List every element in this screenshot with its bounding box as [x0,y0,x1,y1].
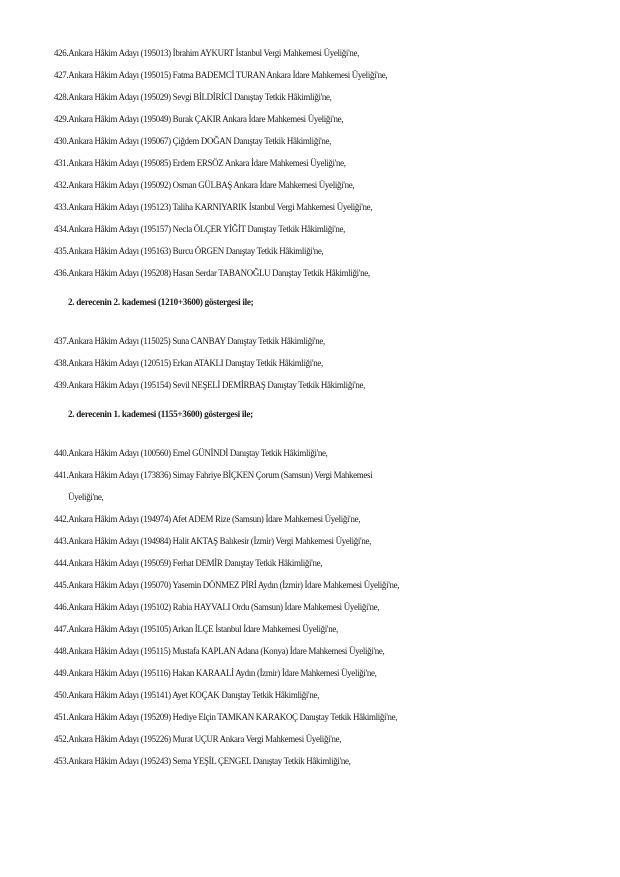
list-item: 452.Ankara Hâkim Adayı (195226) Murat UÇUR Ankara Vergi Mahkemesi Üyeliği'ne, [54,734,342,745]
list-item: 443.Ankara Hâkim Adayı (194984) Halit AKTAŞ Balıkesir (İzmir) Vergi Mahkemesi Üyeliği'ne, [54,536,372,547]
list-item: 431.Ankara Hâkim Adayı (195085) Erdem ERSÖZ Ankara İdare Mahkemesi Üyeliği'ne, [54,158,346,169]
section-heading: 2. derecenin 2. kademesi (1210+3600) göstergesi ile; [68,297,254,308]
list-item: 437.Ankara Hâkim Adayı (115025) Suna CANBAY Danıştay Tetkik Hâkimliği'ne, [54,336,325,347]
list-item: 447.Ankara Hâkim Adayı (195105) Arkan İLÇE İstanbul İdare Mahkemesi Üyeliği'ne, [54,624,338,635]
list-item: 427.Ankara Hâkim Adayı (195015) Fatma BADEMCİ TURAN Ankara İdare Mahkemesi Üyeliği'ne, [54,70,388,81]
list-item: 445.Ankara Hâkim Adayı (195070) Yasemin DÖNMEZ PİRİ Aydın (İzmir) İdare Mahkemesi Üyeliği'ne, [54,580,400,591]
list-item: 442.Ankara Hâkim Adayı (194974) Afet ADEM Rize (Samsun) İdare Mahkemesi Üyeliği'ne, [54,514,361,525]
list-item-continuation: Üyeliği'ne, [68,492,104,503]
list-item: 448.Ankara Hâkim Adayı (195115) Mustafa KAPLAN Adana (Konya) İdare Mahkemesi Üyeliği'ne, [54,646,385,657]
list-item: 432.Ankara Hâkim Adayı (195092) Osman GÜLBAŞ Ankara İdare Mahkemesi Üyeliği'ne, [54,180,355,191]
list-item: 451.Ankara Hâkim Adayı (195209) Hediye Elçin TAMKAN KARAKOÇ Danıştay Tetkik Hâkimliği'ne, [54,712,398,723]
list-item: 433.Ankara Hâkim Adayı (195123) Taliha KARNIYARIK İstanbul Vergi Mahkemesi Üyeliği'ne, [54,202,373,213]
list-item: 441.Ankara Hâkim Adayı (173836) Simay Fahriye BİÇKEN Çorum (Samsun) Vergi Mahkemesi [54,470,373,481]
list-item: 436.Ankara Hâkim Adayı (195208) Hasan Serdar TABANOĞLU Danıştay Tetkik Hâkimliği'ne, [54,268,370,279]
list-item: 438.Ankara Hâkim Adayı (120515) Erkan ATAKLI Danıştay Tetkik Hâkimliği'ne, [54,358,323,369]
list-item: 428.Ankara Hâkim Adayı (195029) Sevgi BİLDİRİCİ Danıştay Tetkik Hâkimliği'ne, [54,92,332,103]
list-item: 440.Ankara Hâkim Adayı (100560) Emel GÜNİNDİ Danıştay Tetkik Hâkimliği'ne, [54,448,328,459]
section-heading: 2. derecenin 1. kademesi (1155+3600) göstergesi ile; [68,409,253,420]
list-item: 430.Ankara Hâkim Adayı (195067) Çiğdem DOĞAN Danıştay Tetkik Hâkimliği'ne, [54,136,332,147]
list-item: 444.Ankara Hâkim Adayı (195059) Ferhat DEMİR Danıştay Tetkik Hâkimliği'ne, [54,558,323,569]
list-item: 426.Ankara Hâkim Adayı (195013) İbrahim AYKURT İstanbul Vergi Mahkemesi Üyeliği'ne, [54,48,360,59]
list-item: 439.Ankara Hâkim Adayı (195154) Sevil NEŞELİ DEMİRBAŞ Danıştay Tetkik Hâkimliği'ne, [54,380,366,391]
list-item: 450.Ankara Hâkim Adayı (195141) Ayet KOÇAK Danıştay Tetkik Hâkimliği'ne, [54,690,320,701]
list-item: 446.Ankara Hâkim Adayı (195102) Rabia HAYVALI Ordu (Samsun) İdare Mahkemesi Üyeliği'ne, [54,602,380,613]
list-item: 435.Ankara Hâkim Adayı (195163) Burcu ÖRGEN Danıştay Tetkik Hâkimliği'ne, [54,246,324,257]
list-item: 449.Ankara Hâkim Adayı (195116) Hakan KARAALİ Aydın (İzmir) İdare Mahkemesi Üyeliği'ne, [54,668,377,679]
list-item: 434.Ankara Hâkim Adayı (195157) Necla ÖLÇER YİĞİT Danıştay Tetkik Hâkimliği'ne, [54,224,346,235]
list-item: 453.Ankara Hâkim Adayı (195243) Sema YEŞİL ÇENGEL Danıştay Tetkik Hâkimliği'ne, [54,756,351,767]
list-item: 429.Ankara Hâkim Adayı (195049) Burak ÇAKIR Ankara İdare Mahkemesi Üyeliği'ne, [54,114,344,125]
